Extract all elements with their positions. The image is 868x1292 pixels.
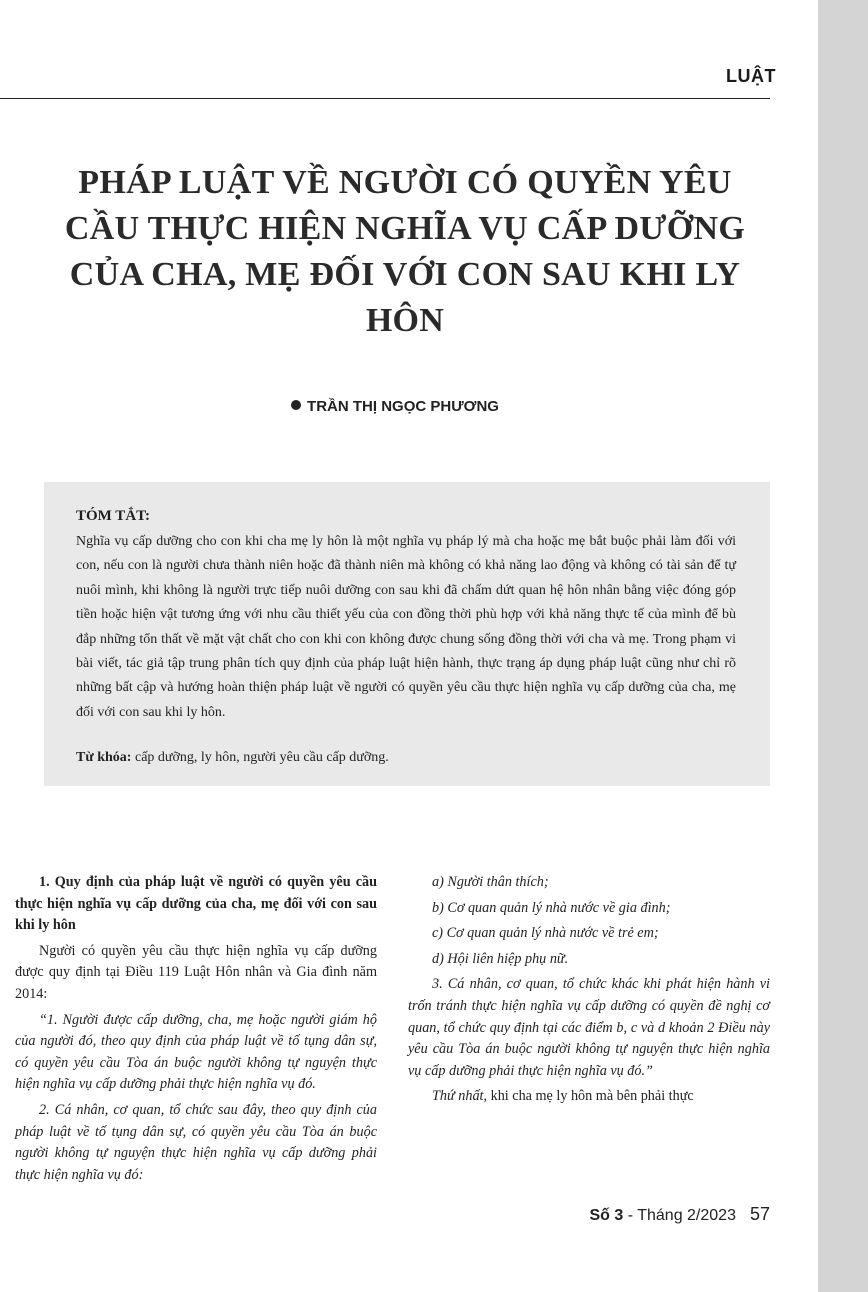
section-label: LUẬT bbox=[726, 66, 776, 86]
item-a: a) Người thân thích; bbox=[432, 874, 549, 890]
issue-label: Số 3 bbox=[589, 1207, 624, 1224]
keywords-text: cấp dưỡng, ly hôn, người yêu cầu cấp dưỡng. bbox=[134, 750, 389, 765]
clause-3: 3. Cá nhân, cơ quan, tổ chức khác khi phát hiện hành vi trốn tránh thực hiện nghĩa vụ cấp dưỡng có quyền đề nghị cơ quan, tổ chức quy định tại các điểm b, c và d khoản 2 Điều này yêu cầu Tòa án buộc người không tự nguyện thực hiện nghĩa vụ cấp dưỡng phải thực hiện nghĩa vụ đó.” bbox=[408, 976, 770, 1079]
keywords-label: Từ khóa: bbox=[76, 750, 132, 765]
article-title: PHÁP LUẬT VỀ NGƯỜI CÓ QUYỀN YÊU CẦU THỰC HIỆN NGHĨA VỤ CẤP DƯỠNG CỦA CHA, MẸ ĐỐI VỚI CON SAU KHI LY HÔN bbox=[64, 164, 746, 339]
clause-2: 2. Cá nhân, cơ quan, tổ chức sau đây, theo quy định của pháp luật về tố tụng dân sự, có quyền yêu cầu Tòa án buộc người không tự nguyện thực hiện nghĩa vụ cấp dưỡng phải thực hiện nghĩa vụ đó: bbox=[15, 1101, 377, 1183]
author-name: TRẦN THỊ NGỌC PHƯƠNG bbox=[307, 398, 499, 415]
item-c: c) Cơ quan quản lý nhà nước về trẻ em; bbox=[432, 925, 659, 942]
clause-1: “1. Người được cấp dưỡng, cha, mẹ hoặc người giám hộ của người đó, theo quy định của pháp luật về tố tụng dân sự, có quyền yêu cầu Tòa án buộc người không tự nguyện thực hiện nghĩa vụ cấp dưỡng phải thực hiện nghĩa vụ đó. bbox=[15, 1011, 377, 1093]
issue-date: - Tháng 2/2023 bbox=[627, 1207, 736, 1224]
first-text: khi cha mẹ ly hôn mà bên phải thực bbox=[490, 1088, 694, 1105]
body-column-right bbox=[408, 872, 770, 1112]
author-line bbox=[0, 398, 790, 415]
bullet-icon bbox=[291, 400, 301, 410]
keywords bbox=[76, 746, 736, 770]
body-column-left bbox=[15, 872, 377, 1190]
intro-paragraph: Người có quyền yêu cầu thực hiện nghĩa vụ cấp dưỡng được quy định tại Điều 119 Luật Hôn nhân và Gia đình năm 2014: bbox=[15, 942, 377, 1002]
first-point-paragraph bbox=[408, 1086, 770, 1108]
abstract-box bbox=[44, 482, 770, 786]
page-edge-strip bbox=[818, 0, 868, 1292]
abstract-heading: TÓM TẮT: bbox=[76, 508, 151, 524]
first-label: Thứ nhất, bbox=[432, 1088, 488, 1105]
page-number: 57 bbox=[749, 1204, 770, 1224]
item-d: d) Hội liên hiệp phụ nữ. bbox=[432, 950, 569, 967]
header-rule bbox=[0, 98, 770, 99]
item-b: b) Cơ quan quản lý nhà nước về gia đình; bbox=[432, 899, 671, 916]
page-footer bbox=[520, 1204, 770, 1225]
section-1-heading: 1. Quy định của pháp luật về người có quyền yêu cầu thực hiện nghĩa vụ cấp dưỡng của cha, mẹ đối với con sau khi ly hôn bbox=[15, 874, 377, 934]
abstract-text: Nghĩa vụ cấp dưỡng cho con khi cha mẹ ly hôn là một nghĩa vụ pháp lý mà cha hoặc mẹ bắt buộc phải làm đối với con, nếu con là người chưa thành niên hoặc đã thành niên mà không có khả năng lao động và không có tài sản để tự nuôi mình, khi không là người trực tiếp nuôi dưỡng con sau khi đã chấm dứt quan hệ hôn nhân bằng việc đóng góp tiền hoặc hiện vật tương ứng với nhu cầu thiết yếu của con đồng thời phù hợp với khả năng thực tế của mình để bù đắp những tổn thất về mặt vật chất cho con khi con không được chung sống đồng thời với cha và mẹ. Trong phạm vi bài viết, tác giả tập trung phân tích quy định của pháp luật hiện hành, thực trạng áp dụng pháp luật cũng như chỉ rõ những bất cập và hướng hoàn thiện pháp luật về người có quyền yêu cầu thực hiện nghĩa vụ cấp dưỡng của cha, mẹ đối với con sau khi ly hôn. bbox=[76, 534, 736, 720]
